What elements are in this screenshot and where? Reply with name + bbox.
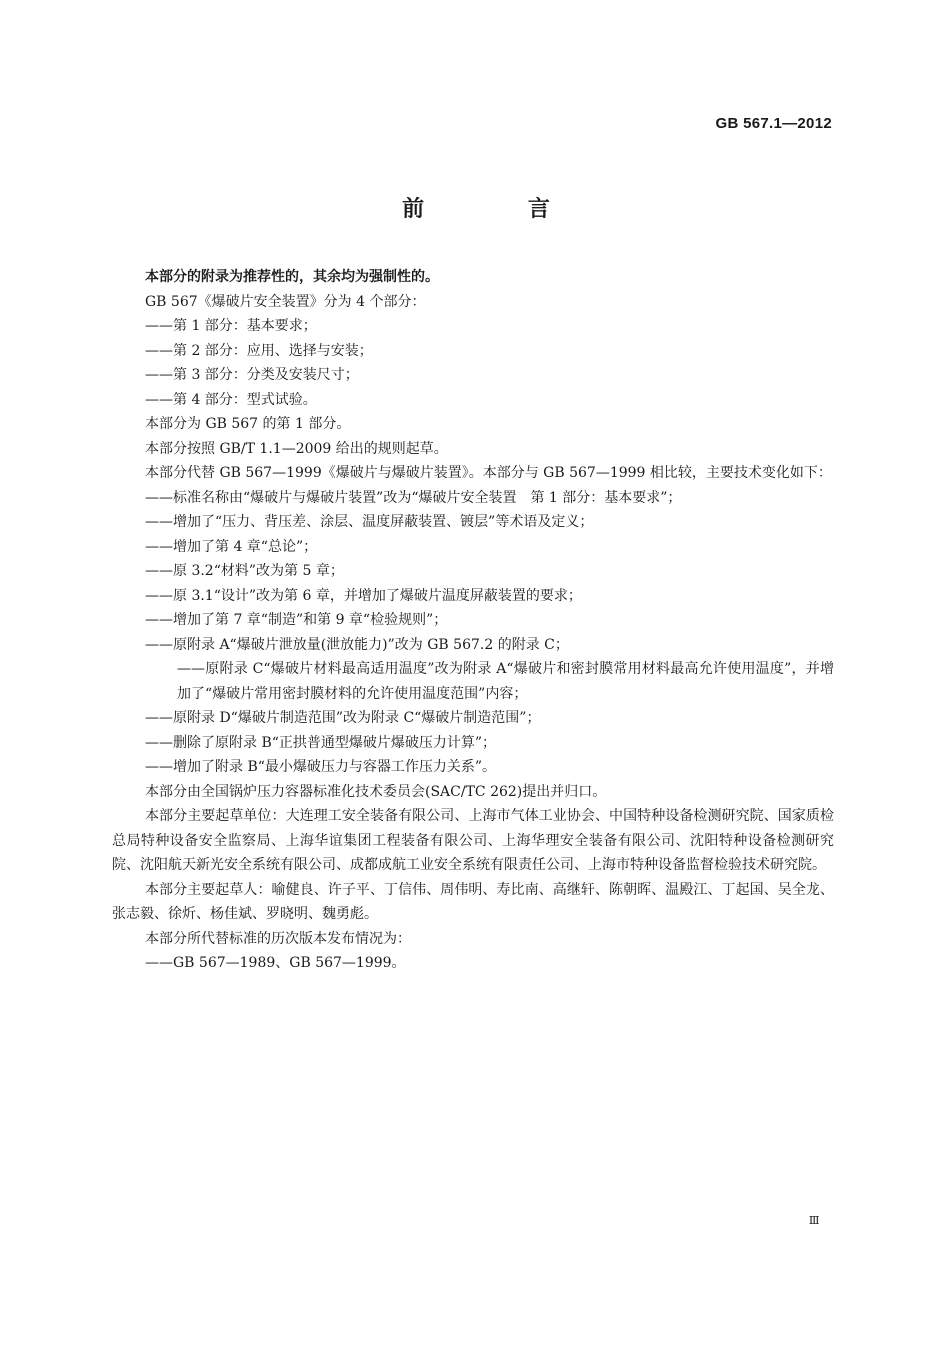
paragraph-history-intro: 本部分所代替标准的历次版本发布情况为： xyxy=(145,930,411,947)
list-item-change-8-body: ——原附录 C“爆破片材料最高适用温度”改为附录 A“爆破片和密封膜常用材料最高允许使用温度”，并增加了“爆破片常用密封膜材料的允许使用温度范围”内容； xyxy=(177,661,834,702)
paragraph-drafters: 本部分主要起草人：喻健良、许子平、丁信伟、周伟明、寿比南、高继轩、陈朝晖、温殿江、丁起国、吴全龙、张志毅、徐炘、杨佳斌、罗晓明、魏勇彪。 xyxy=(112,881,834,922)
paragraph-part-statement: 本部分为 GB 567 的第 1 部分。 xyxy=(145,416,351,432)
paragraph-replaces: 本部分代替 GB 567—1999《爆破片与爆破片装置》。本部分与 GB 567—1999 相比较，主要技术变化如下： xyxy=(145,465,832,481)
list-item-change-9: ——原附录 D“爆破片制造范围”改为附录 C“爆破片制造范围”； xyxy=(145,710,541,726)
list-item-part-3: ——第 3 部分：分类及安装尺寸； xyxy=(145,367,359,383)
list-item-change-8-text xyxy=(145,657,834,706)
list-item-change-3: ——增加了第 4 章“总论”； xyxy=(145,538,318,555)
list-item-change-7: ——原附录 A“爆破片泄放量(泄放能力)”改为 GB 567.2 的附录 C； xyxy=(145,636,569,653)
list-item-change-8 xyxy=(112,657,834,706)
list-item-change-6: ——增加了第 7 章“制造”和第 9 章“检验规则”； xyxy=(145,612,448,628)
document-body xyxy=(112,265,834,976)
paragraph-parts-intro: GB 567《爆破片安全装置》分为 4 个部分： xyxy=(145,293,426,310)
standard-number: GB 567.1—2012 xyxy=(715,115,832,132)
list-item-part-2: ——第 2 部分：应用、选择与安装； xyxy=(145,342,373,359)
list-item-part-1: ——第 1 部分：基本要求； xyxy=(145,318,317,334)
page-number: Ⅲ xyxy=(808,1214,820,1227)
list-item-change-1: ——标准名称由“爆破片与爆破片装置”改为“爆破片安全装置 第 1 部分：基本要求”； xyxy=(145,489,682,506)
paragraph-appendix-note: 本部分的附录为推荐性的，其余均为强制性的。 xyxy=(145,269,439,285)
paragraph-drafting-units: 本部分主要起草单位：大连理工安全装备有限公司、上海市气体工业协会、中国特种设备检测研究院、国家质检总局特种设备安全监察局、上海华谊集团工程装备有限公司、上海华理安全装备有限公司、沈阳特种设备检测研究院、沈阳航天新光安全系统有限公司、成都成航工业安全系统有限责任公司、上海市特种设备监督检验技术研究院。 xyxy=(112,808,834,873)
list-item-change-2: ——增加了“压力、背压差、涂层、温度屏蔽装置、镀层”等术语及定义； xyxy=(145,514,594,530)
list-item-change-10: ——删除了原附录 B“正拱普通型爆破片爆破压力计算”； xyxy=(145,734,497,751)
list-item-change-5: ——原 3.1“设计”改为第 6 章，并增加了爆破片温度屏蔽装置的要求； xyxy=(145,587,582,604)
paragraph-drafting-rules: 本部分按照 GB/T 1.1—2009 给出的规则起草。 xyxy=(145,440,448,457)
list-item-change-4: ——原 3.2“材料”改为第 5 章； xyxy=(145,563,344,579)
paragraph-proposer: 本部分由全国锅炉压力容器标准化技术委员会(SAC/TC 262)提出并归口。 xyxy=(145,783,607,800)
page-title: 前 言 xyxy=(402,197,598,222)
list-item-change-11: ——增加了附录 B“最小爆破压力与容器工作压力关系”。 xyxy=(145,759,497,775)
list-item-history: ——GB 567—1989、GB 567—1999。 xyxy=(145,955,406,971)
list-item-part-4: ——第 4 部分：型式试验。 xyxy=(145,391,317,408)
